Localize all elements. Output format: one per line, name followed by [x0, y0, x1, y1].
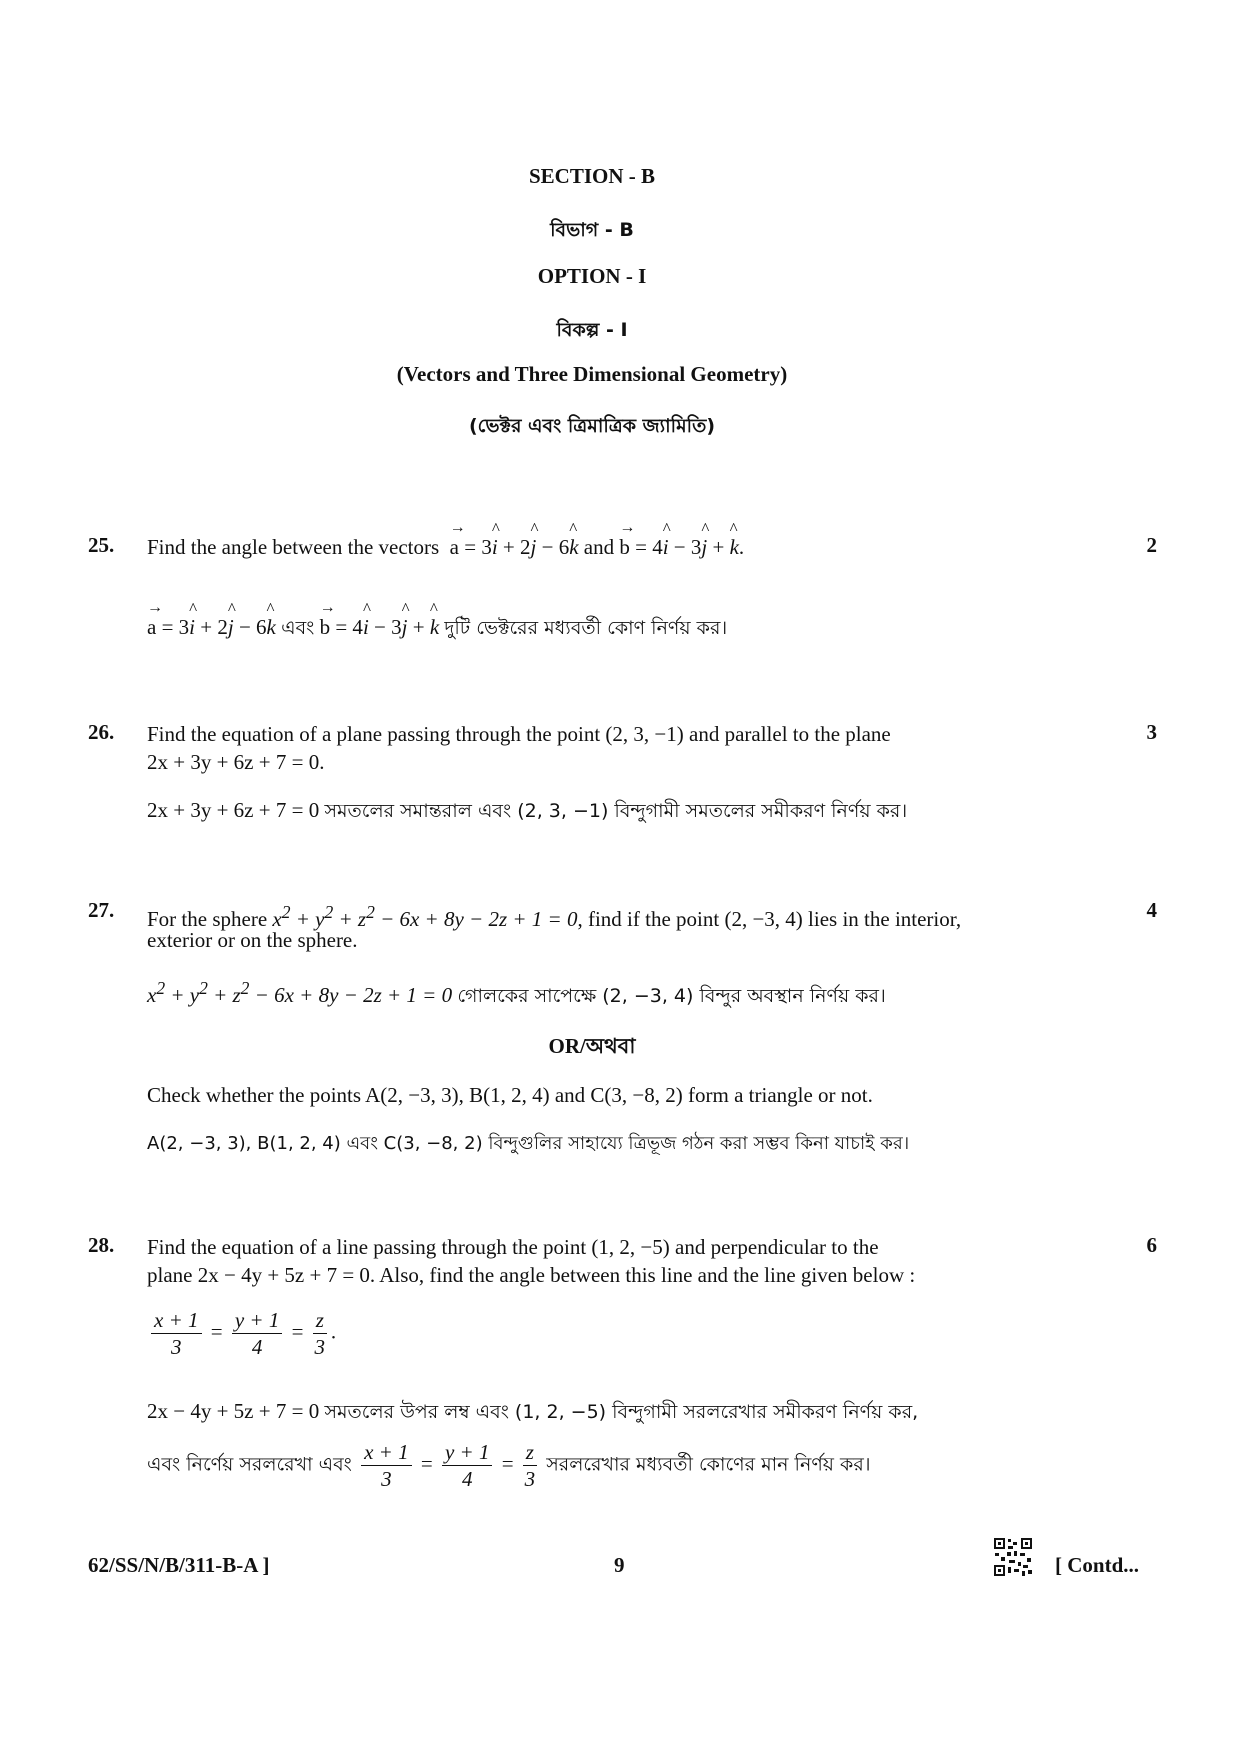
fraction [151, 1308, 202, 1359]
fraction [313, 1308, 327, 1359]
fraction [523, 1440, 537, 1491]
question-number: 26. [88, 720, 115, 744]
question-marks: 2 [1146, 533, 1157, 557]
sphere-equation: $x^2 + y^2 + z^2 - 6x + 8y - 2z + 1 = 0$ [272, 902, 578, 931]
fraction-numerator: x + 1 [361, 1440, 412, 1466]
question-27-alt-bn [147, 1129, 1097, 1158]
fraction-numerator: y + 1 [442, 1440, 493, 1466]
question-28-bn-line1 [147, 1397, 1097, 1426]
question-text: A(2, −3, 3), B(1, 2, 4) এবং C(3, −8, 2) বিন্দুগুলির সাহায্যে ত্রিভূজ গঠন করা সম্ভব কিনা যাচাই কর। [147, 1133, 910, 1154]
question-marks: 4 [1146, 898, 1157, 922]
fraction-denominator: 3 [381, 1467, 392, 1491]
question-marks: 3 [1146, 720, 1157, 744]
question-text: গোলকের সাপেক্ষে (2, −3, 4) বিন্দুর অবস্থান নির্ণয় কর। [457, 985, 886, 1007]
fraction-numerator: z [523, 1440, 537, 1466]
fraction [361, 1440, 412, 1491]
option-title-bn: বিকল্প - I [556, 319, 628, 341]
vector-a-expression: → a = 3^ i + 2^ j − 6^ k [147, 615, 276, 639]
fraction [232, 1308, 283, 1359]
question-26-bn [147, 796, 1097, 825]
option-title-en: OPTION - I [537, 264, 647, 288]
plane-equation: 2x − 4y + 5z + 7 = 0 [147, 1399, 320, 1423]
paper-code: 62/SS/N/B/311-B-A ] [88, 1553, 270, 1577]
topic-title-en: (Vectors and Three Dimensional Geometry) [396, 362, 788, 386]
plane-equation: 2x + 3y + 6z + 7 = 0 [147, 798, 320, 822]
fraction-numerator: z [313, 1308, 327, 1334]
question-28-bn-line2: এবং নির্ণেয় সরলরেখা এবং $\frac{x + 1}{3}$ = $\frac{y + 1}{4}$ = $\frac{z}{3}$ সরলরেখার মধ্যবর্তী কোণের মান নির্ণয় কর। [147, 1440, 871, 1491]
question-27-bn [147, 974, 1097, 1010]
or-separator: OR/অথবা [548, 1034, 636, 1058]
question-text: সমতলের সমান্তরাল এবং (2, 3, −1) বিন্দুগামী সমতলের সমীকরণ নির্ণয় কর। [324, 800, 908, 822]
vector-b-expression: → b = 4^ i − 3^ j + ^ k [320, 615, 440, 639]
question-25-en [147, 533, 1097, 561]
question-number: 28. [88, 1233, 115, 1257]
question-text: সরলরেখার মধ্যবর্তী কোণের মান নির্ণয় কর। [546, 1453, 871, 1476]
fraction [442, 1440, 493, 1491]
question-28-en-line1: Find the equation of a line passing through the point (1, 2, −5) and perpendicular to the [147, 1235, 879, 1259]
section-title-en: SECTION - B [528, 164, 656, 188]
fraction-denominator: 4 [251, 1335, 263, 1359]
question-text: , find if the point (2, −3, 4) lies in the interior, [577, 907, 962, 931]
question-28-en-line2: plane 2x − 4y + 5z + 7 = 0. Also, find the angle between this line and the line given below : [147, 1263, 916, 1287]
question-text: and [583, 535, 615, 559]
question-text: দুটি ভেক্টরের মধ্যবর্তী কোণ নির্ণয় কর। [444, 617, 728, 639]
question-marks: 6 [1146, 1233, 1157, 1257]
fraction-numerator: y + 1 [232, 1308, 283, 1334]
question-text: Find the angle between the vectors [147, 535, 440, 559]
question-text: এবং নির্ণেয় সরলরেখা এবং [147, 1453, 352, 1476]
vector-b-expression: → b = 4^ i − 3^ j + ^ k. [619, 535, 744, 559]
page-number: 9 [614, 1553, 625, 1577]
fraction-numerator: x + 1 [151, 1308, 202, 1334]
question-text: For the sphere [147, 907, 268, 931]
qr-code-icon [993, 1537, 1033, 1577]
line-equation: $\frac{x + 1}{3}$ = $\frac{y + 1}{4}$ = $\frac{z}{3}$ . [147, 1308, 1097, 1359]
question-number: 25. [88, 533, 115, 557]
sphere-equation: $x^2 + y^2 + z^2 - 6x + 8y - 2z + 1 = 0$ [147, 978, 453, 1007]
fraction-denominator: 3 [314, 1335, 326, 1359]
question-text: এবং [281, 617, 315, 639]
vector-a-expression: → a = 3^ i + 2^ j − 6^ k [444, 535, 578, 559]
question-number: 27. [88, 898, 115, 922]
question-26-en-line2: 2x + 3y + 6z + 7 = 0. [147, 750, 325, 774]
question-26-en-line1: Find the equation of a plane passing through the point (2, 3, −1) and parallel to the plane [147, 722, 891, 746]
fraction-denominator: 4 [461, 1467, 473, 1491]
question-27-alt-en: Check whether the points A(2, −3, 3), B(1, 2, 4) and C(3, −8, 2) form a triangle or not. [147, 1083, 873, 1107]
question-27-en-line2: exterior or on the sphere. [147, 928, 358, 952]
fraction-denominator: 3 [171, 1335, 182, 1359]
topic-title-bn: (ভেক্টর এবং ত্রিমাত্রিক জ্যামিতি) [468, 415, 716, 437]
question-25-bn [147, 613, 1097, 642]
fraction-denominator: 3 [524, 1467, 536, 1491]
section-title-bn: বিভাগ - B [550, 219, 634, 241]
continued-label: [ Contd... [1055, 1553, 1140, 1577]
question-text: সমতলের উপর লম্ব এবং (1, 2, −5) বিন্দুগামী সরলরেখার সমীকরণ নির্ণয় কর, [324, 1401, 919, 1423]
